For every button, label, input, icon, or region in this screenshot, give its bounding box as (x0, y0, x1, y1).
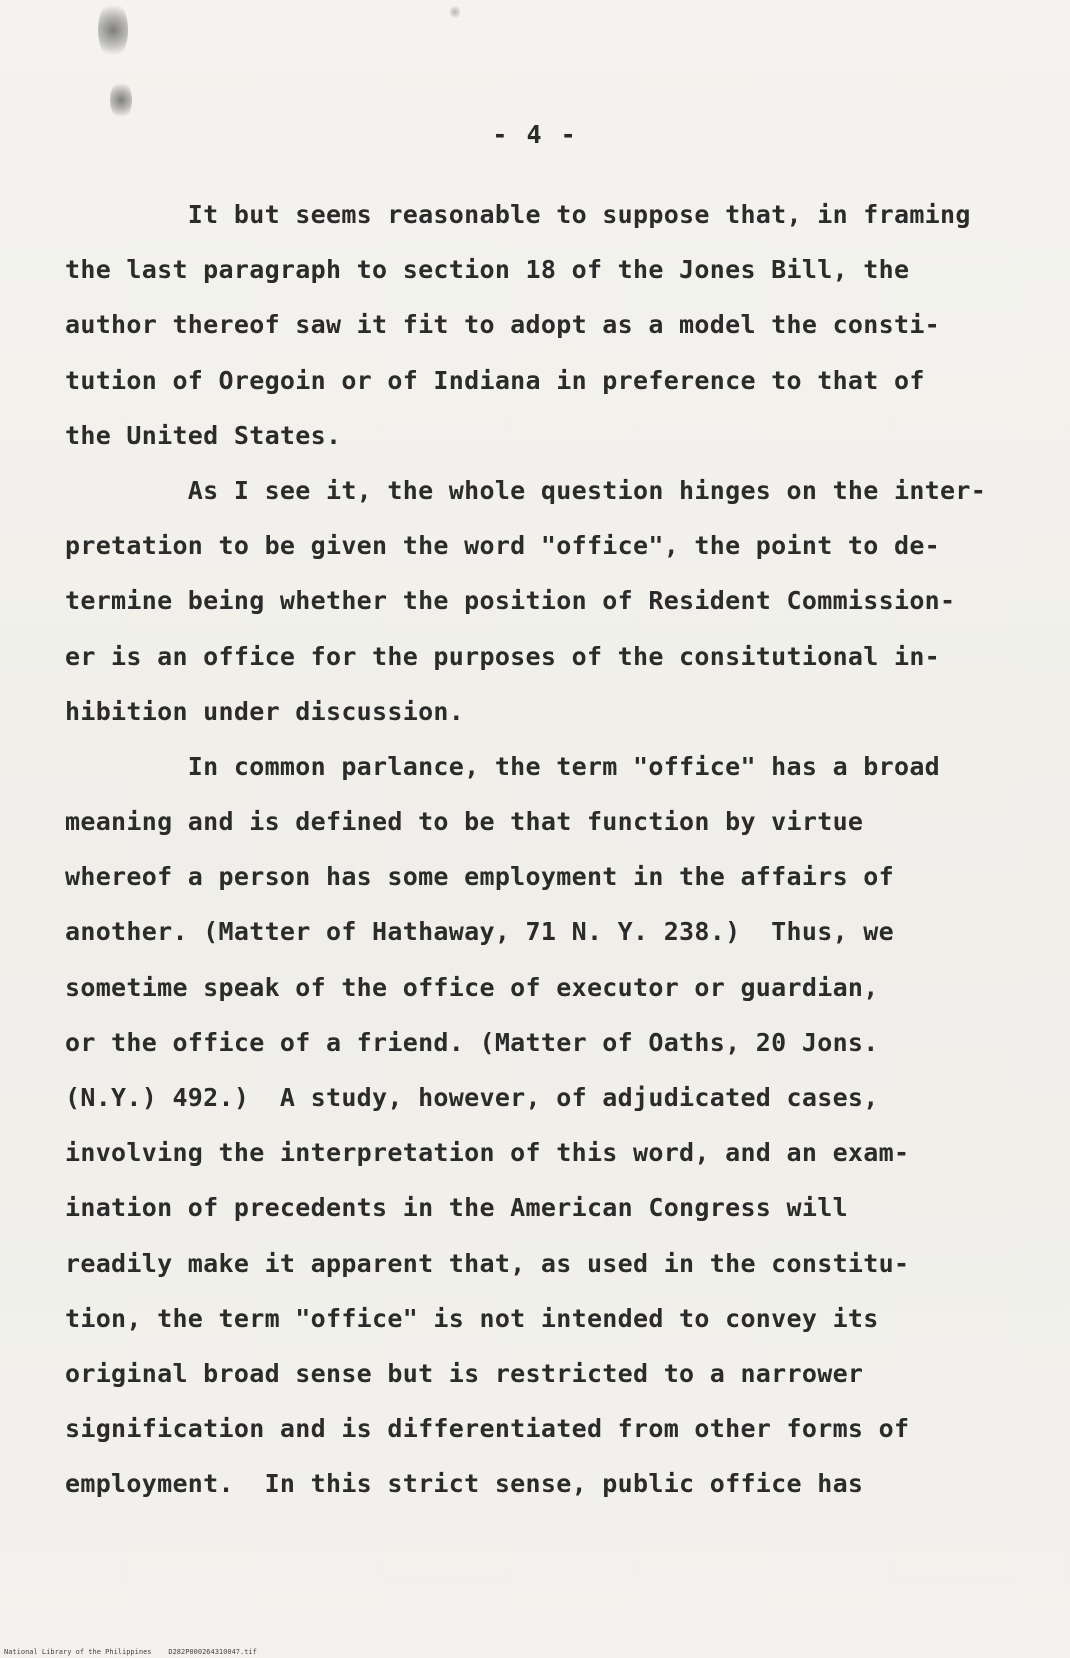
text-line: or the office of a friend. (Matter of Oaths, 20 Jons. (65, 1027, 879, 1057)
text-line: termine being whether the position of Resident Commission- (65, 586, 956, 616)
text-line: In common parlance, the term "office" has a broad (65, 751, 941, 781)
text-line: employment. In this strict sense, public office has (65, 1469, 864, 1499)
text-line: tution of Oregoin or of Indiana in preference to that of (65, 365, 925, 395)
text-line: As I see it, the whole question hinges on the inter- (65, 475, 987, 505)
text-line: tion, the term "office" is not intended to convey its (65, 1303, 879, 1333)
text-line: whereof a person has some employment in the affairs of (65, 862, 894, 892)
text-line: the last paragraph to section 18 of the Jones Bill, the (65, 255, 910, 285)
text-line: author thereof saw it fit to adopt as a model the consti- (65, 310, 941, 340)
scan-smudge (98, 0, 128, 60)
text-line: pretation to be given the word "office", the point to de- (65, 531, 941, 561)
text-line: er is an office for the purposes of the consitutional in- (65, 641, 941, 671)
page-number: - 4 - (492, 120, 578, 149)
text-line: meaning and is defined to be that function by virtue (65, 807, 864, 837)
scan-smudge (450, 5, 460, 19)
scan-footer: National Library of the Philippines D282P000264310047.tif (4, 1648, 257, 1656)
text-line: original broad sense but is restricted to a narrower (65, 1358, 864, 1388)
text-line: ination of precedents in the American Congress will (65, 1193, 848, 1223)
text-line: (N.Y.) 492.) A study, however, of adjudicated cases, (65, 1083, 879, 1112)
text-line: sometime speak of the office of executor or guardian, (65, 972, 879, 1002)
text-line: the United States. (65, 420, 342, 450)
text-line: signification and is differentiated from other forms of (65, 1414, 910, 1444)
text-line: involving the interpretation of this word, and an exam- (65, 1138, 910, 1168)
text-line: It but seems reasonable to suppose that, in framing (65, 200, 971, 229)
body-text (65, 187, 1040, 1512)
text-line: readily make it apparent that, as used in the constitu- (65, 1248, 910, 1278)
text-line: another. (Matter of Hathaway, 71 N. Y. 238.) Thus, we (65, 917, 894, 947)
scan-smudge (110, 80, 132, 120)
text-line: hibition under discussion. (65, 696, 465, 726)
